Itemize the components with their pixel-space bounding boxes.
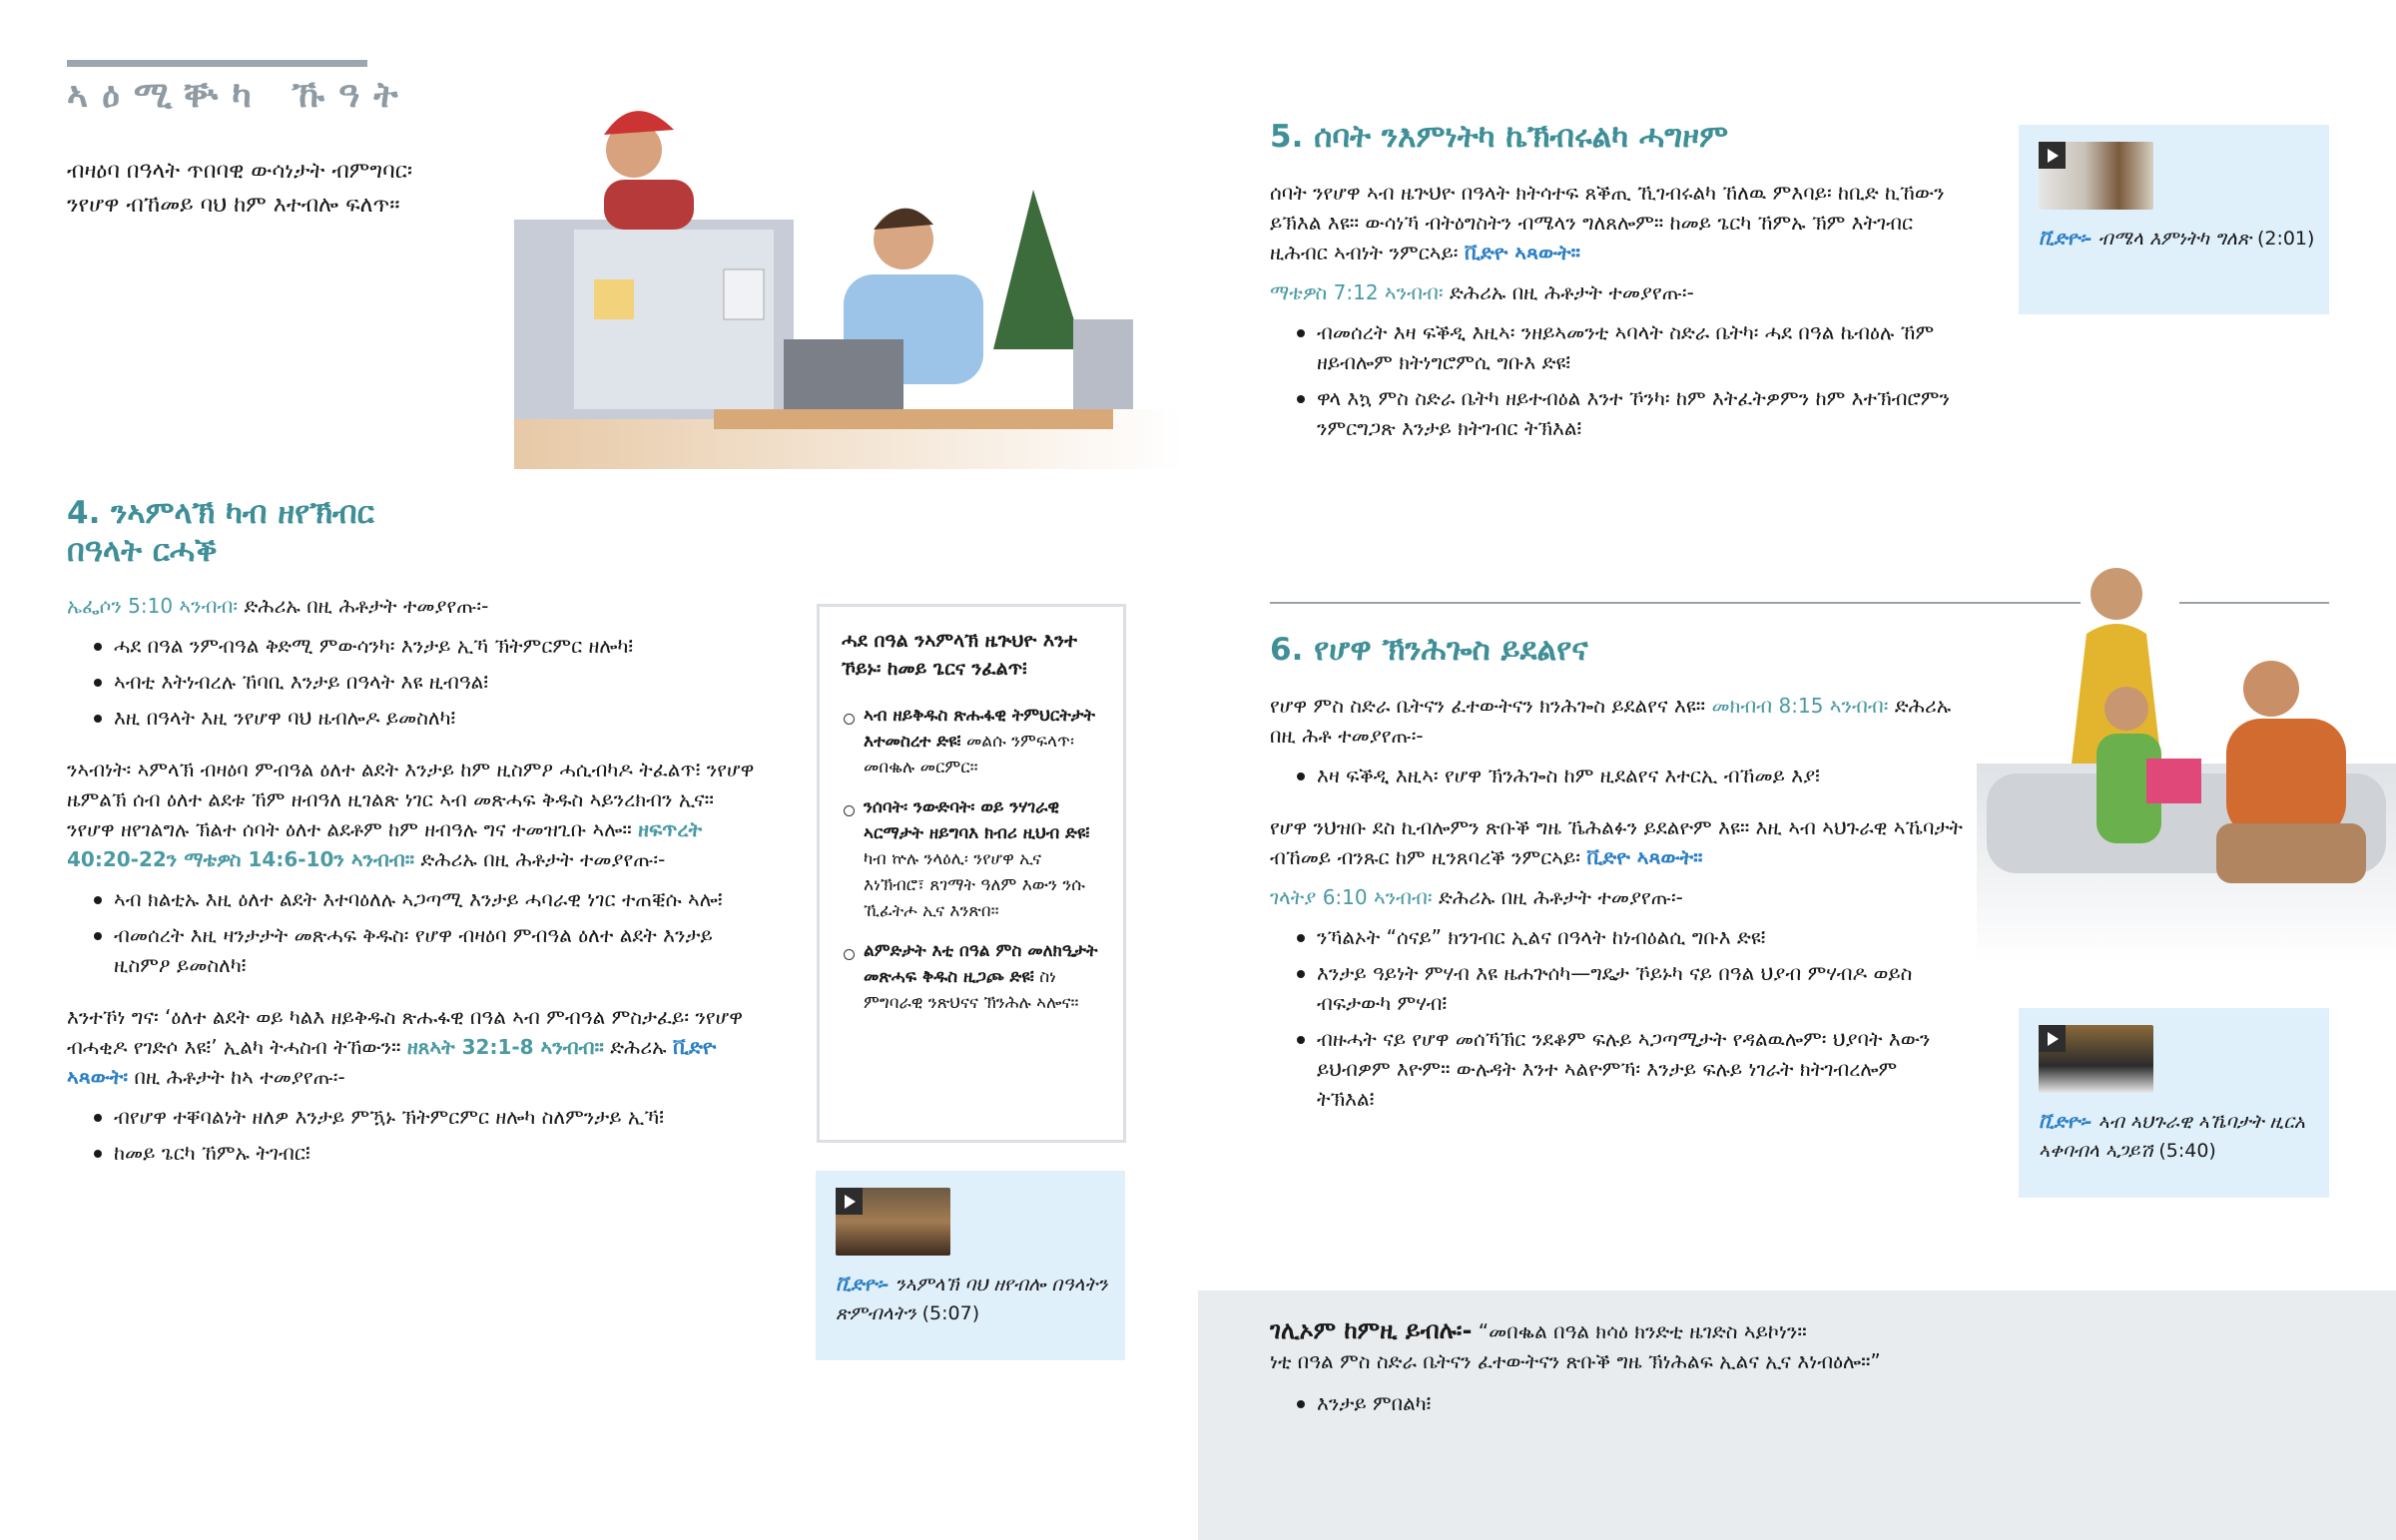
prompt-text: በዚ ሕቶታት ከኣ ተመያየጡ፡- <box>134 1065 345 1089</box>
video-link[interactable]: ቪድዮ ኣጻውት፡ <box>67 1035 717 1089</box>
video-card[interactable] <box>2019 125 2329 314</box>
section-5-heading: 5. ሰባት ንእምነትካ ኬኽብሩልካ ሓግዞም <box>1270 119 1729 155</box>
question-item: እንታይ ምበልካ፧ <box>1295 1388 2396 1418</box>
question-item: ዋላ እኳ ምስ ስድራ ቤትካ ዘይተብዕል እንተ ኾንካ፡ ከም እትፈትዎምን ከም እተኽብሮምን ንምርግጋጽ እንታይ ክትገብር ትኽእል፧ <box>1295 383 1969 443</box>
video-thumbnail[interactable] <box>836 1188 950 1256</box>
page-title: ኣዕሚቝካ ኹዓት <box>67 75 412 116</box>
question-item: ብመሰረት እዚ ዛንታታት መጽሓፍ ቅዱስ፡ የሆዋ ብዛዕባ ምብዓል ዕለተ ልደት እንታይ ዚስምዖ ይመስለካ፧ <box>92 920 756 980</box>
video-title[interactable]: ብሜላ እምነትካ ግለጽ <box>2097 228 2251 250</box>
video-link[interactable]: ቪድዮ ኣጻውት። <box>1586 845 1703 869</box>
section-4-heading <box>67 494 374 570</box>
play-icon[interactable] <box>2039 142 2066 169</box>
paragraph: የሆዋ ምስ ስድራ ቤትናን ፈተውትናን ክንሕጐስ ይደልየና እዩ። <box>1270 694 1706 718</box>
play-icon[interactable] <box>836 1188 863 1215</box>
video-link[interactable]: ቪድዮ ኣጻውት። <box>1464 241 1580 264</box>
prompt-text: ድሕሪኡ በዚ ሕቶታት ተመያየጡ፡- <box>244 594 489 618</box>
section-4-body <box>67 591 756 1174</box>
prompt-text: ድሕሪኡ በዚ ሕቶታት ተመያየጡ፡- <box>1439 885 1683 909</box>
video-label: ቪድዮ፡- <box>836 1274 890 1295</box>
video-title[interactable]: ንኣምላኽ ባህ ዘየብሎ በዓላትን ጽምብላትን <box>836 1274 1108 1324</box>
question-item: ብመሰረት እዛ ፍቕዲ እዚኣ፡ ንዘይኣመንቲ ኣባላት ስድራ ቤትካ፡ ሓደ በዓል ኬብዕሉ ኸም ዘይብሎም ክትነግሮምሲ ግቡእ ድዩ፧ <box>1295 317 1969 377</box>
some-say-box <box>1198 1290 2396 1540</box>
section-5-body <box>1270 178 1969 449</box>
play-icon[interactable] <box>2039 1025 2066 1052</box>
criteria-item <box>842 938 1103 1016</box>
criteria-text: መልሱ ንምፍላጥ፡ መበቈሉ መርምር። <box>864 732 1074 777</box>
section-6-body <box>1270 691 1969 1120</box>
holiday-criteria-box <box>817 604 1126 1143</box>
intro <box>67 155 412 223</box>
question-item: እንታይ ዓይነት ምሃብ እዩ ዜሐጕሰካ—ግዴታ ኾይኑካ ናይ በዓል ህያብ ምሃብዶ ወይስ ብፍታውካ ምሃብ፧ <box>1295 958 1934 1018</box>
heading-line: በዓላት ርሓቕ <box>67 533 218 569</box>
question-item: ኣብቲ እትነብረሉ ኸባቢ እንታይ በዓላት እዩ ዚብዓል፧ <box>92 667 756 697</box>
question-item: ብየሆዋ ተቐባልነት ዘለዎ እንታይ ምዃኑ ኽትምርምር ዘሎካ ስለምንታይ ኢኻ፧ <box>92 1102 756 1132</box>
quote-line: “መበቈል በዓል ክሳዕ ክንድቲ ዜገድስ ኣይኮነን። <box>1478 1319 1807 1343</box>
question-item: ንኻልኦት “ሰናይ” ክንገብር ኢልና በዓላት ከነብዕልሲ ግቡእ ድዩ፧ <box>1295 922 1934 952</box>
question-item: ሓደ በዓል ንምብዓል ቅድሚ ምውሳንካ፡ እንታይ ኢኻ ኽትምርምር ዘሎካ፧ <box>92 631 756 661</box>
family-gift-illustration <box>1977 564 2396 963</box>
question-item: እዚ በዓላት እዚ ንየሆዋ ባህ ዜብሎዶ ይመስለካ፧ <box>92 703 756 733</box>
question-item: እዛ ፍቕዲ እዚኣ፡ የሆዋ ኽንሕጐስ ከም ዚደልየና እተርኢ ብኸመይ እያ፧ <box>1295 761 1969 790</box>
scripture-link[interactable]: ኤፌሶን 5:10 ኣንብብ፡ <box>67 594 239 618</box>
quote-line: ነቲ በዓል ምስ ስድራ ቤትናን ፈተውትናን ጽቡቕ ግዜ ኽነሕልፍ ኢልና ኢና እነብዕሎ።” <box>1270 1349 1881 1373</box>
question-item: ከመይ ጌርካ ኸምኡ ትገብር፧ <box>92 1138 756 1168</box>
scripture-link[interactable]: ዘፍጥረት 40:20-22ን ማቴዎስ 14:6-10ን ኣንብብ። <box>67 817 703 871</box>
some-say-label: ገሊኦም ከምዚ ይብሉ፡- <box>1270 1316 1473 1344</box>
criteria-text: ስነ ምግባራዊ ንጽህናና ኽንሕሉ ኣሎና። <box>864 967 1079 1013</box>
question-item: ኣብ ክልቲኡ እዚ ዕለተ ልደት እተባዕለሉ ኣጋጣሚ እንታይ ሓባራዊ ነገር ተጠቒሱ ኣሎ፧ <box>92 884 756 914</box>
office-christmas-illustration <box>514 90 1183 469</box>
prompt-text: ድሕሪኡ በዚ ሕቶታት ተመያየጡ፡- <box>420 847 666 871</box>
title-rule <box>67 60 367 67</box>
box-heading: ሓደ በዓል ንኣምላኽ ዜጕህዮ እንተ ኾይኑ፡ ከመይ ጌርና ንፈልጥ፧ <box>842 630 1077 680</box>
section-6-heading: 6. የሆዋ ኽንሕጐስ ይደልየና <box>1270 632 1588 668</box>
paragraph: ሰባት ንየሆዋ ኣብ ዜጕህዮ በዓላት ክትሳተፍ ጸቕጢ ኺገብሩልካ ኸለዉ ምእባይ፡ ከቢድ ኪኸውን ይኽእል እዩ። ውሳነኻ ብትዕግስትን ብሜላን ግለጸሎም። ከመይ ጌርካ ኸምኡ ኽም እትገብር ዚሕብር ኣብነት ንምርኣይ፡ <box>1270 181 1945 264</box>
video-duration: (5:07) <box>921 1302 980 1324</box>
video-duration: (5:40) <box>2158 1140 2216 1162</box>
video-duration: (2:01) <box>2256 228 2315 250</box>
paragraph: እንተኾነ ግና፡ ‘ዕለተ ልደት ወይ ካልእ ዘይቅዱስ ጽሑፋዊ በዓል ኣብ ምብዓል ምስታፈይ፡ ንየሆዋ ብሓቂዶ የገድሶ እዩ፧’ ኢልካ ትሓስብ ትኸውን። <box>67 1005 744 1059</box>
criteria-text: ካብ ኵሉ ንላዕሊ፡ ንየሆዋ ኢና እነኽብሮ፣ ጸገማት ዓለም እውን ንሱ ኺፈትሖ ኢና እንጽበ። <box>864 849 1085 921</box>
video-thumbnail[interactable] <box>2039 1025 2153 1093</box>
scripture-link[interactable]: መክብብ 8:15 ኣንብብ፡ <box>1711 694 1889 718</box>
paragraph: የሆዋ ንህዝቡ ደስ ኪብሎምን ጽቡቕ ግዜ ኼሕልፉን ይደልዮም እዩ። እዚ ኣብ ኣህጉራዊ ኣኼባታት ብኸመይ ብንጹር ከም ዚንጸባረቕ ንምርኣይ፡ <box>1270 815 1963 869</box>
video-label: ቪድዮ፡- <box>2039 228 2093 250</box>
intro-line: ብዛዕባ በዓላት ጥበባዊ ውሳነታት ብምግባር፡ <box>67 159 413 184</box>
video-thumbnail[interactable] <box>2039 142 2153 210</box>
video-card[interactable] <box>2019 1008 2329 1198</box>
criteria-question: ኣብ ዘይቅዱስ ጽሑፋዊ ትምህርትታት እተመስረተ ድዩ፧ <box>864 706 1096 752</box>
heading-line: 4. ንኣምላኽ ካብ ዘየኽብር <box>67 495 374 531</box>
prompt-text: ድሕሪኡ በዚ ሕቶ ተመያየጡ፡- <box>1270 694 1952 748</box>
video-label: ቪድዮ፡- <box>2039 1111 2093 1133</box>
criteria-question: ልምድታት እቲ በዓል ምስ መለክዒታት መጽሓፍ ቅዱስ ዚጋጮ ድዩ፧ <box>864 941 1098 987</box>
criteria-item <box>842 794 1103 924</box>
prompt-text: ድሕሪኡ <box>610 1035 667 1059</box>
video-card[interactable] <box>816 1171 1125 1360</box>
scripture-link[interactable]: ዘጸኣት 32:1-8 ኣንብብ። <box>406 1035 604 1059</box>
criteria-item <box>842 703 1103 780</box>
video-title[interactable]: ኣብ ኣህጉራዊ ኣኼባታት ዚርአ ኣቀባብላ ኣጋይሽ <box>2039 1111 2305 1162</box>
scripture-link[interactable]: ማቴዎስ 7:12 ኣንብብ፡ <box>1270 280 1444 304</box>
section-divider <box>1270 602 2081 604</box>
scripture-link[interactable]: ገላትያ 6:10 ኣንብብ፡ <box>1270 885 1433 909</box>
prompt-text: ድሕሪኡ በዚ ሕቶታት ተመያየጡ፡- <box>1449 280 1694 304</box>
paragraph: ንኣብነት፡ ኣምላኽ ብዛዕባ ምብዓል ዕለተ ልደት እንታይ ከም ዚስምዖ ሓሲብካዶ ትፈልጥ፧ ንየሆዋ ዜምልኽ ሰብ ዕለተ ልደቱ ኸም ዘብዓለ ዚገልጽ ነገር ኣብ መጽሓፍ ቅዱስ ኣይንረክብን ኢና። ንየሆዋ ዘየገልግሉ ኽልተ ሰባት ዕለተ ልደቶም ከም ዘብዓሉ ግና ተመዝጊቡ ኣሎ። <box>67 758 755 841</box>
criteria-question: ንሰባት፡ ንውድባት፡ ወይ ንሃገራዊ ኣርማታት ዘይግባእ ክብሪ ዚህብ ድዩ፧ <box>864 797 1090 843</box>
question-item: ብዙሓት ናይ የሆዋ መሰኻኽር ንደቆም ፍሉይ ኣጋጣሚታት የዳልዉሎም፡ ህያባት እውን ይህብዎም እዮም። ውሉዳት እንተ ኣልዮምኻ፡ እንታይ ፍሉይ ነገራት ክትገብረሎም ትኽእል፧ <box>1295 1024 1934 1114</box>
intro-line: ንየሆዋ ብኸመይ ባህ ከም እተብሎ ፍለጥ። <box>67 193 400 218</box>
